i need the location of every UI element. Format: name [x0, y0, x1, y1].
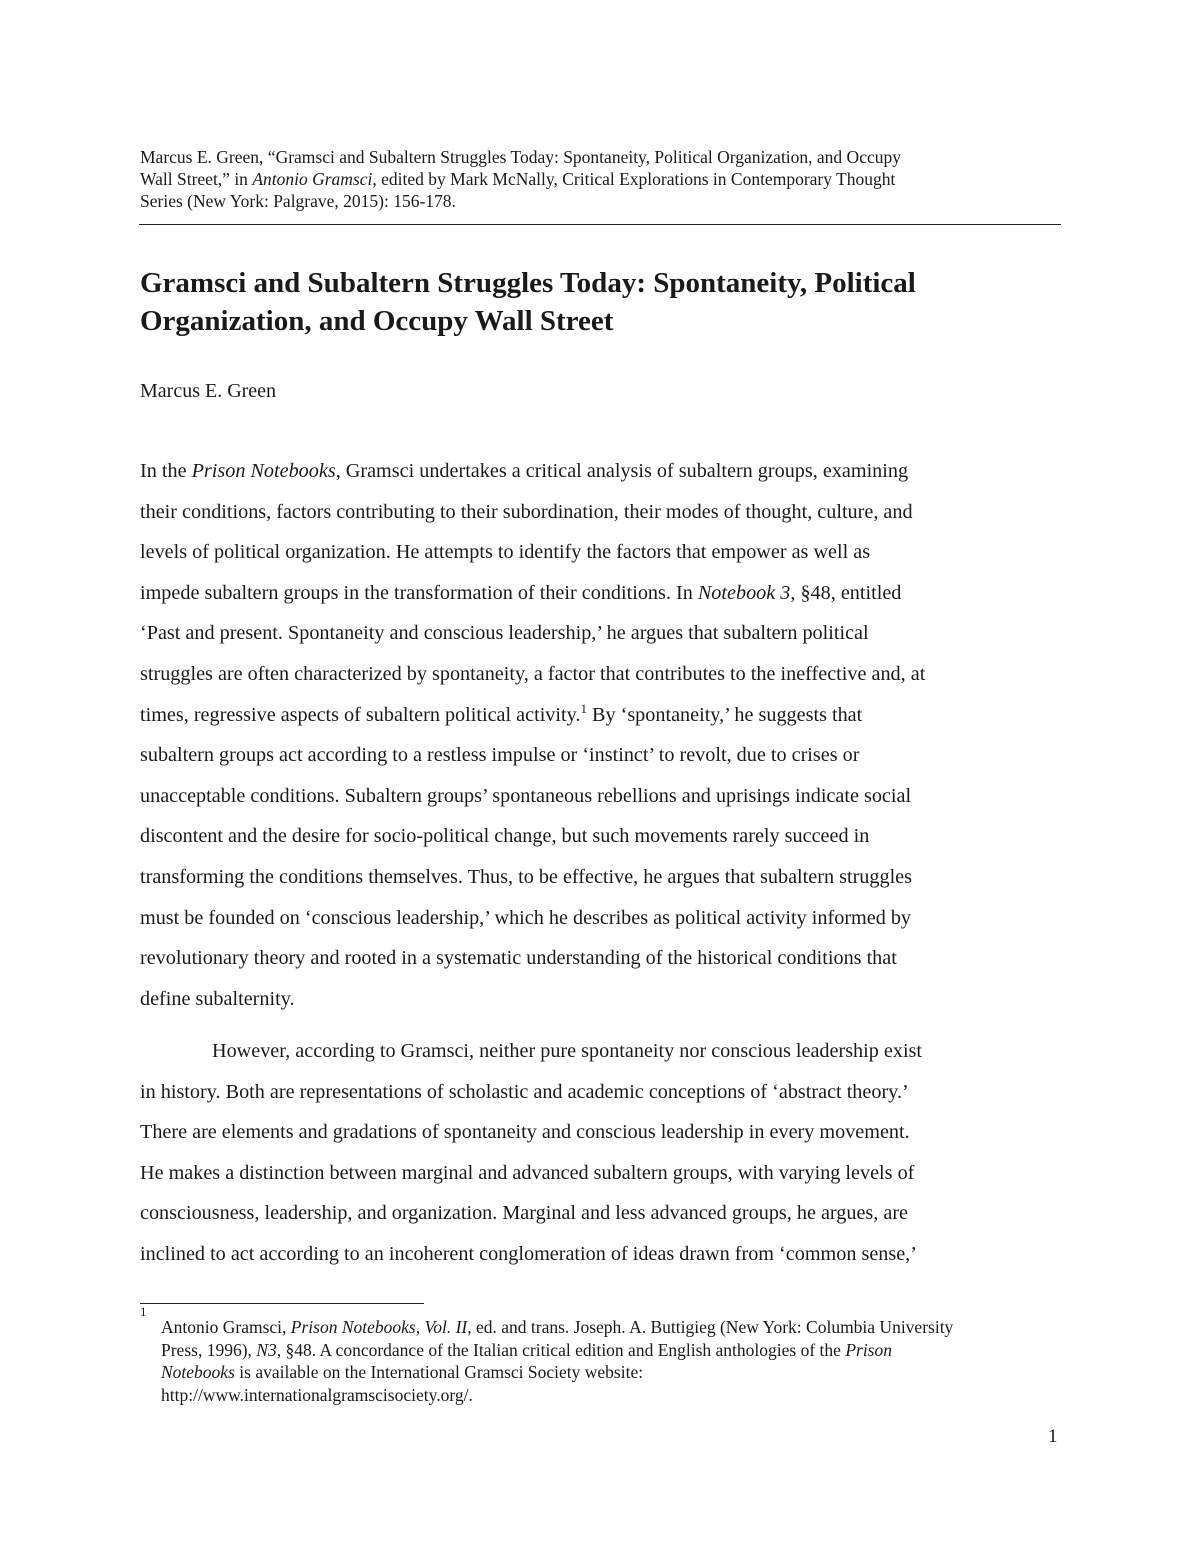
footnote-text	[161, 1316, 1060, 1406]
citation-line: Wall Street,” in Antonio Gramsci, edited by Mark McNally, Critical Explorations in Contemporary Thought	[140, 169, 896, 189]
paragraph-line: define subalternity.	[140, 987, 295, 1010]
citation-line: Series (New York: Palgrave, 2015): 156-178.	[140, 191, 456, 211]
paragraph-line: transforming the conditions themselves. Thus, to be effective, he argues that subaltern struggles	[140, 865, 912, 888]
paragraph-line: revolutionary theory and rooted in a systematic understanding of the historical conditions that	[140, 947, 897, 970]
paragraph-line: subaltern groups act according to a restless impulse or ‘instinct’ to revolt, due to crises or	[140, 744, 860, 767]
footnote-line: http://www.internationalgramscisociety.org/.	[161, 1384, 473, 1405]
footnote-divider	[140, 1303, 424, 1304]
page-title	[140, 264, 1060, 340]
body-paragraph-2	[140, 1031, 1060, 1275]
paragraph-line: must be founded on ‘conscious leadership,’ which he describes as political activity informed by	[140, 906, 912, 929]
italic-text: Prison	[845, 1339, 892, 1360]
citation-header	[140, 146, 1060, 212]
title-line: Gramsci and Subaltern Struggles Today: Spontaneity, Political	[140, 267, 916, 299]
paragraph-line: levels of political organization. He attempts to identify the factors that empower as well as	[140, 541, 871, 564]
paragraph-line: their conditions, factors contributing to their subordination, their modes of thought, culture, and	[140, 500, 913, 523]
paragraph-line: In the Prison Notebooks, Gramsci undertakes a critical analysis of subaltern groups, examining	[140, 460, 909, 482]
italic-text: Prison Notebooks, Vol. II	[290, 1317, 468, 1337]
paragraph-line: times, regressive aspects of subaltern political activity.$^1$ By ‘spontaneity,’ he suggests that	[140, 700, 863, 726]
footnote: 1 Antonio Gramsci, Prison Notebooks, Vol. II, ed. and trans. Joseph. A. Buttigieg (New York: Columbia University Press, 1996), N3, §48. A concordance of the Italian critical edition and English anthologies of the Prison Notebooks is available on the International Gramsci Society website: http://www.internationalgramscisociety.org/.	[140, 1316, 1060, 1406]
paragraph-line: discontent and the desire for socio-political change, but such movements rarely succeed in	[140, 825, 870, 848]
paragraph-line: ‘Past and present. Spontaneity and conscious leadership,’ he argues that subaltern political	[140, 622, 869, 645]
italic-text: Notebooks	[161, 1362, 235, 1382]
paragraph-line: He makes a distinction between marginal and advanced subaltern groups, with varying levels of	[140, 1161, 915, 1184]
paragraph-line: in history. Both are representations of scholastic and academic conceptions of ‘abstract theory.’	[140, 1080, 909, 1103]
italic-text: Notebook 3	[697, 581, 791, 604]
paragraph-line: impede subaltern groups in the transformation of their conditions. In Notebook 3, §48, entitled	[140, 581, 902, 604]
page-number: 1	[1048, 1426, 1058, 1447]
paragraph-line: unacceptable conditions. Subaltern groups’ spontaneous rebellions and uprisings indicate social	[140, 784, 912, 807]
header-divider	[139, 224, 1061, 225]
paragraph-line: There are elements and gradations of spontaneity and conscious leadership in every movement.	[140, 1121, 910, 1144]
italic-text: Prison Notebooks	[191, 460, 336, 482]
paragraph-line: struggles are often characterized by spontaneity, a factor that contributes to the ineffective and, at	[140, 662, 926, 685]
citation-line: Marcus E. Green, “Gramsci and Subaltern Struggles Today: Spontaneity, Political Organization, and Occupy	[140, 147, 901, 167]
footnote-line: Notebooks is available on the International Gramsci Society website:	[161, 1362, 644, 1382]
body-paragraph-1	[140, 451, 1060, 1019]
footnote-reference[interactable]: 1	[580, 700, 587, 716]
title-line: Organization, and Occupy Wall Street	[140, 305, 614, 337]
footnote-line: Antonio Gramsci, Prison Notebooks, Vol. II, ed. and trans. Joseph. A. Buttigieg (New York: Columbia University	[161, 1317, 954, 1337]
italic-text: N3	[256, 1339, 277, 1360]
italic-text: Antonio Gramsci	[252, 169, 373, 189]
footnote-line: Press, 1996), N3, §48. A concordance of the Italian critical edition and English anthologies of the Prison	[161, 1339, 892, 1360]
paragraph-line: However, according to Gramsci, neither pure spontaneity nor conscious leadership exist	[212, 1040, 923, 1062]
paragraph-line: consciousness, leadership, and organization. Marginal and less advanced groups, he argues, are	[140, 1202, 909, 1225]
paragraph-line: inclined to act according to an incoherent conglomeration of ideas drawn from ‘common sense,’	[140, 1242, 917, 1265]
author-name: Marcus E. Green	[140, 380, 277, 402]
